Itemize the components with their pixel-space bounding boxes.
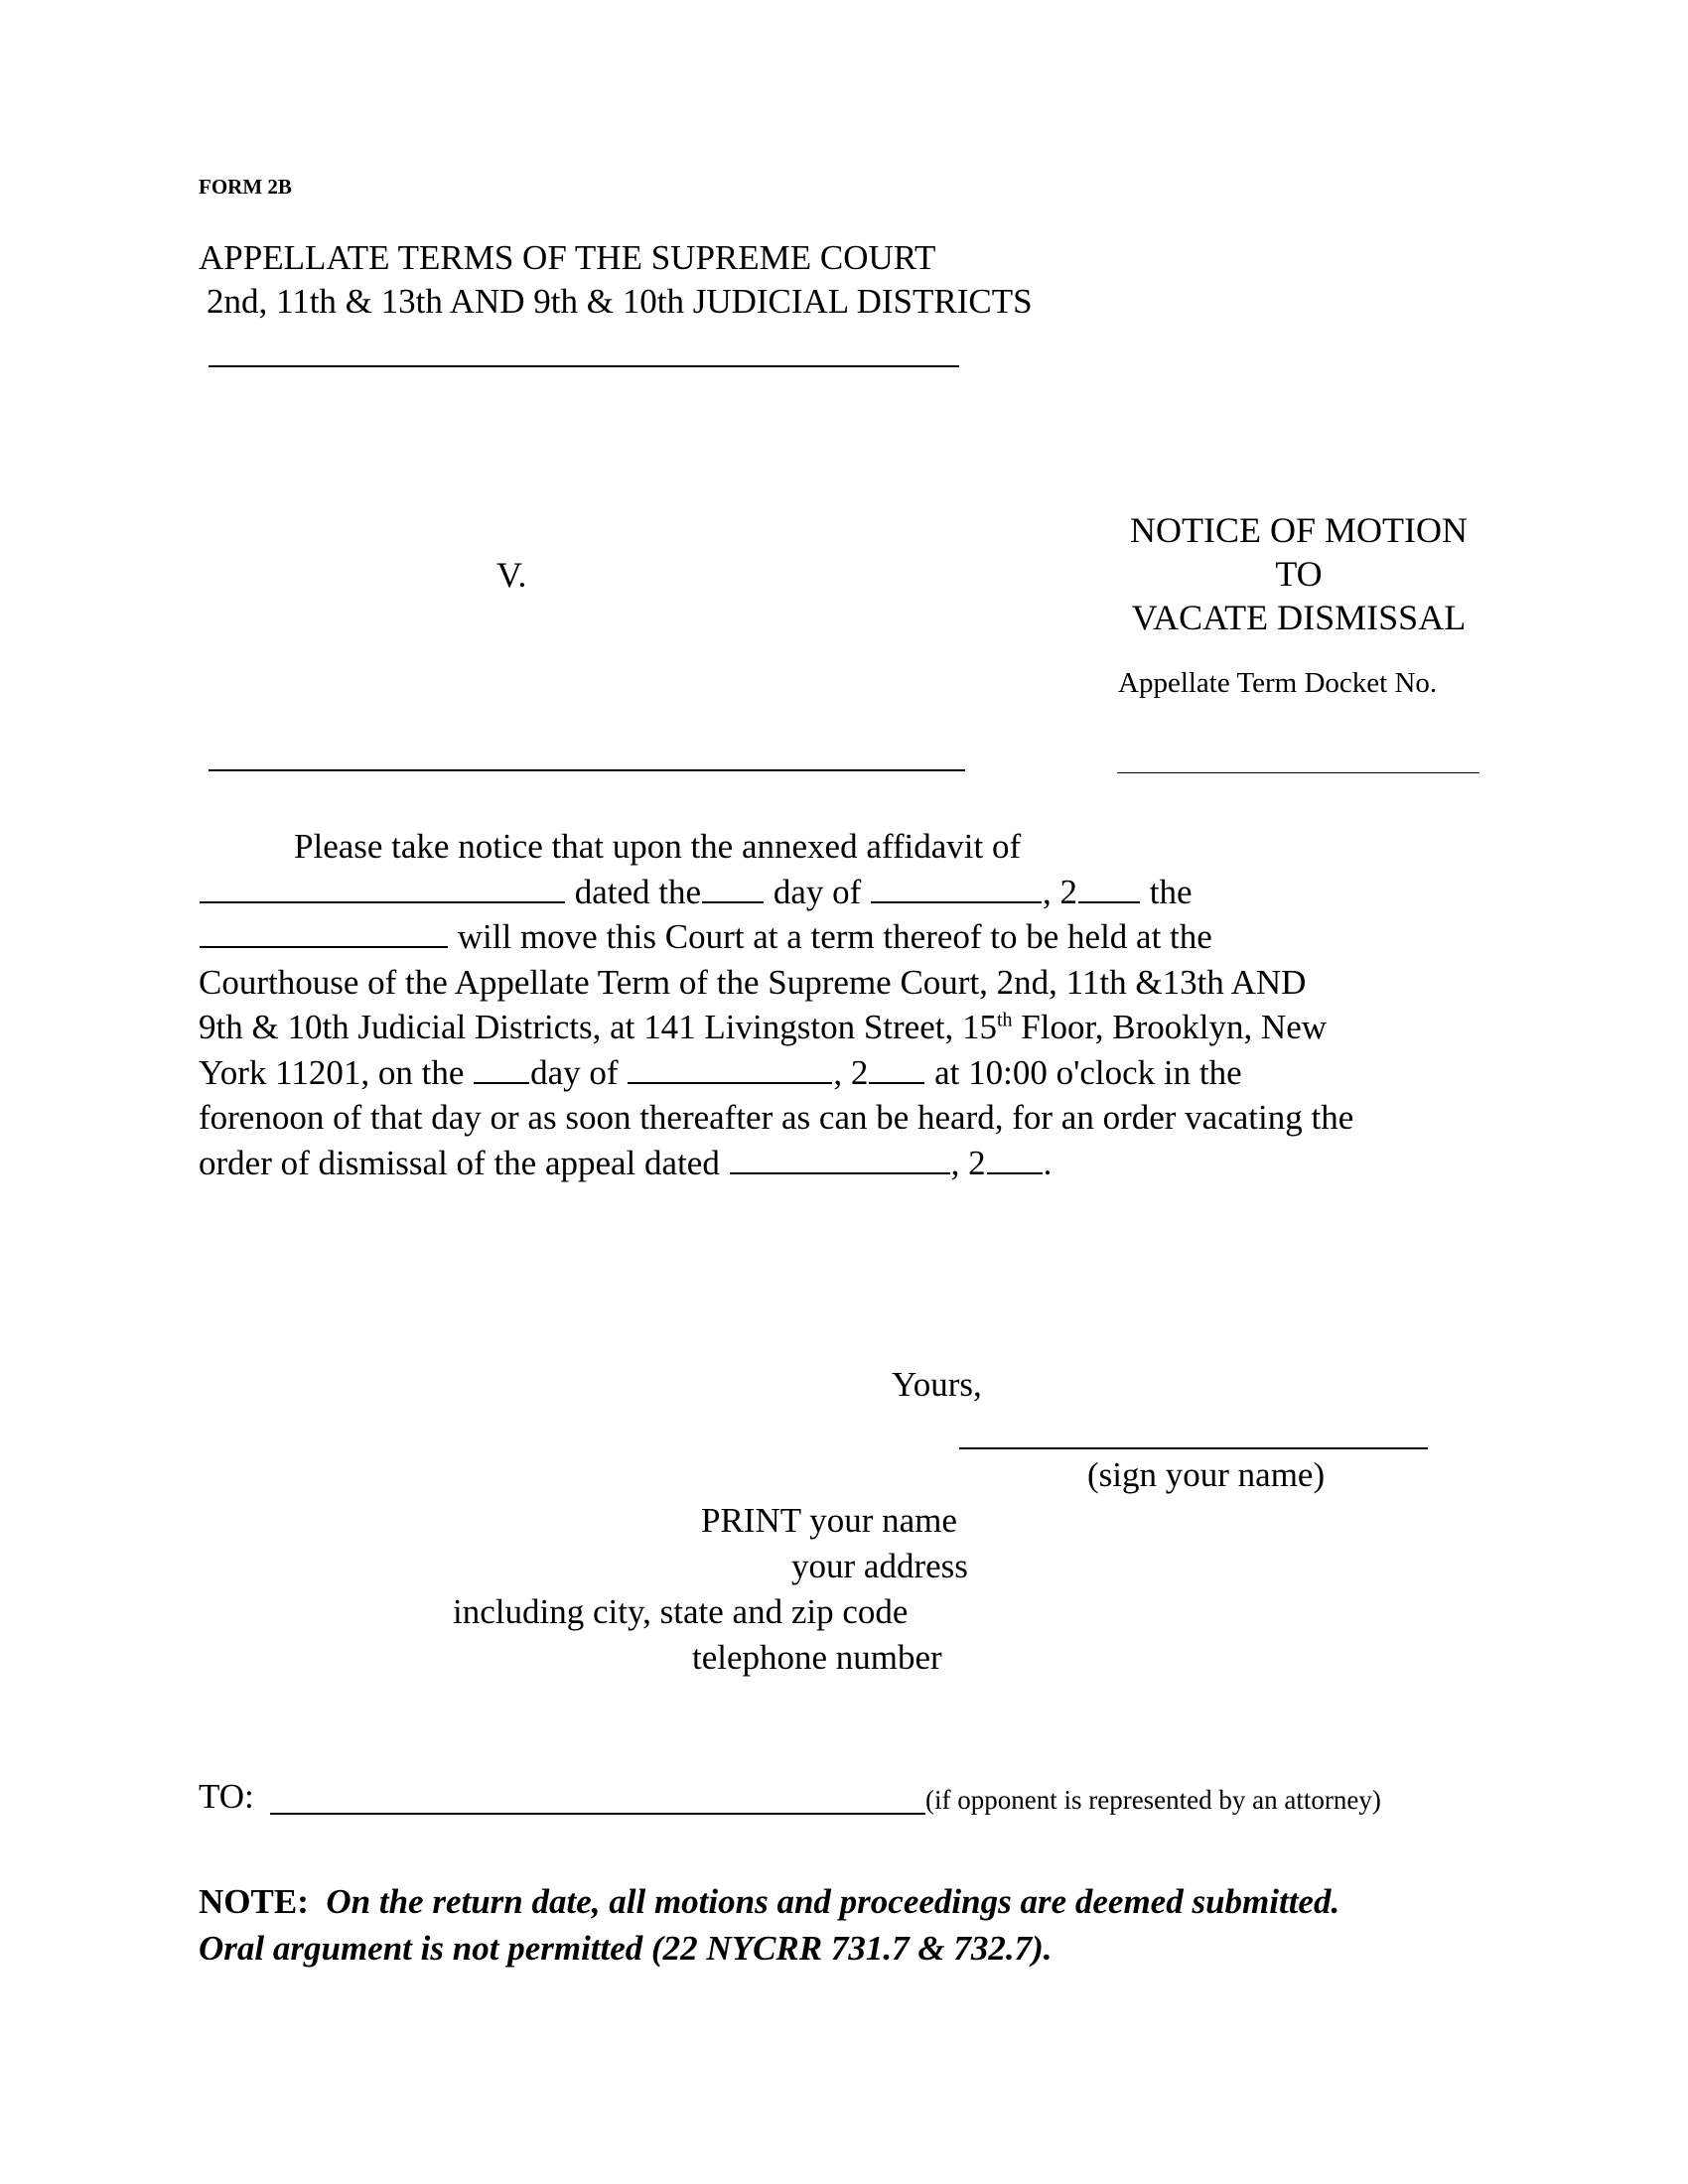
print-name-label: PRINT your name: [701, 1501, 957, 1540]
affidavit-year-blank[interactable]: [1078, 874, 1140, 903]
note-line-2: Oral argument is not permitted (22 NYCRR 731.7 & 732.7).: [199, 1929, 1053, 1968]
dismissal-date-blank[interactable]: [730, 1145, 950, 1174]
respondent-name-line[interactable]: [209, 769, 965, 771]
to-label: TO:: [199, 1777, 254, 1816]
affidavit-day-blank[interactable]: [702, 874, 764, 903]
body-line-7: forenoon of that day or as soon thereafter as can be heard, for an order vacating the: [199, 1098, 1354, 1137]
docket-number-line[interactable]: [1117, 772, 1479, 773]
affiant-name-blank[interactable]: [200, 874, 565, 903]
body-line-4: Courthouse of the Appellate Term of the Supreme Court, 2nd, 11th &13th AND: [199, 962, 1307, 1002]
court-name: APPELLATE TERMS OF THE SUPREME COURT: [199, 238, 936, 277]
motion-title-line1: NOTICE OF MOTION: [1130, 510, 1468, 550]
body-line-2: dated the day of , 2 the: [199, 870, 1499, 915]
body-line-1: Please take notice that upon the annexed affidavit of: [294, 827, 1022, 866]
closing: Yours,: [892, 1365, 982, 1404]
dismissal-year-blank[interactable]: [987, 1145, 1043, 1174]
motion-title-line3: VACATE DISMISSAL: [1131, 598, 1467, 637]
telephone-label: telephone number: [692, 1638, 942, 1677]
body-line-5: 9th & 10th Judicial Districts, at 141 Livingston Street, 15th Floor, Brooklyn, New: [199, 1008, 1328, 1046]
body-line-3: will move this Court at a term thereof to be held at the: [199, 914, 1499, 960]
signature-line[interactable]: [959, 1447, 1428, 1449]
note-block: [199, 1878, 1339, 1972]
versus-label: V.: [496, 555, 527, 595]
notice-paragraph: [199, 824, 1499, 1185]
body-line-8: order of dismissal of the appeal dated , 2 .: [199, 1143, 1053, 1182]
motion-title: [1110, 508, 1487, 639]
address-label: your address: [791, 1547, 968, 1585]
appellant-name-line[interactable]: [209, 365, 959, 367]
return-year-blank[interactable]: [869, 1054, 924, 1084]
body-line-6: York 11201, on the day of , 2 at 10:00 o'clock in the: [199, 1052, 1242, 1092]
note-line-1: NOTE: On the return date, all motions and proceedings are deemed submitted.: [199, 1882, 1340, 1921]
return-day-blank[interactable]: [474, 1054, 529, 1084]
movant-blank[interactable]: [200, 918, 448, 948]
opponent-attorney-line[interactable]: [270, 1813, 925, 1815]
city-state-zip-label: including city, state and zip code: [453, 1592, 909, 1631]
docket-label: Appellate Term Docket No.: [1118, 667, 1438, 699]
motion-title-line2: TO: [1275, 554, 1323, 594]
to-hint: (if opponent is represented by an attorney): [925, 1785, 1381, 1815]
form-id: FORM 2B: [199, 175, 292, 199]
court-districts: 2nd, 11th & 13th AND 9th & 10th JUDICIAL DISTRICTS: [207, 282, 1033, 321]
affidavit-month-blank[interactable]: [871, 874, 1042, 903]
sign-hint: (sign your name): [1087, 1455, 1326, 1494]
return-month-blank[interactable]: [628, 1054, 832, 1084]
